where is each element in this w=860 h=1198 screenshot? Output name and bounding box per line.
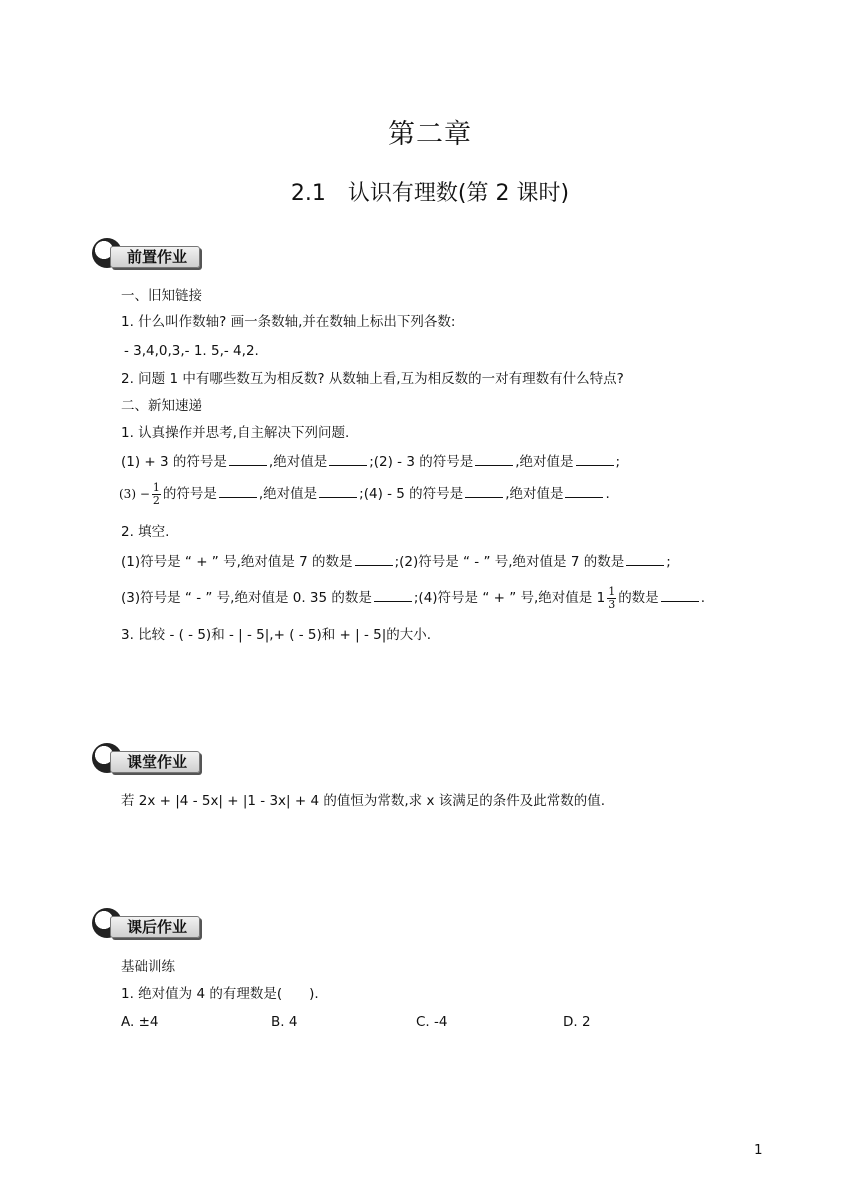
blank xyxy=(319,484,357,498)
pre-homework-banner xyxy=(92,238,212,268)
fill-row-2-text-4: ,绝对值是 xyxy=(505,486,564,502)
blank xyxy=(229,452,267,466)
fill-row-2 xyxy=(119,479,610,509)
option-b: B. 4 xyxy=(271,1014,298,1030)
option-c: C. -4 xyxy=(416,1014,448,1030)
fill-row-4-text-3: 的数是 xyxy=(618,590,659,606)
fill-row-2-text-5: . xyxy=(605,486,610,502)
fill-row-1-text-4: ,绝对值是 xyxy=(515,454,574,470)
fill-row-3 xyxy=(121,552,671,571)
fill-row-4 xyxy=(121,583,705,613)
page-number: 1 xyxy=(754,1142,763,1158)
fill-row-3-text-3: ; xyxy=(666,554,671,570)
blank xyxy=(219,484,257,498)
classwork-banner xyxy=(92,743,212,773)
part1-heading: 一、旧知链接 xyxy=(121,288,202,304)
fraction-one-third xyxy=(607,586,616,611)
blank xyxy=(374,588,412,602)
fraction-one-half xyxy=(152,482,161,507)
homework-question-1: 1. 绝对值为 4 的有理数是( ). xyxy=(121,986,319,1002)
blank xyxy=(355,552,393,566)
blank xyxy=(626,552,664,566)
blank xyxy=(565,484,603,498)
question-5: 3. 比较 - ( - 5)和 - | - 5|,+ ( - 5)和 + | - 5|的大小. xyxy=(121,627,432,643)
fraction-denominator: 2 xyxy=(152,493,160,507)
fill-row-3-text-1: (1)符号是 “ + ” 号,绝对值是 7 的数是 xyxy=(121,554,353,570)
fraction-numerator: 1 xyxy=(152,480,160,494)
question-2: 2. 问题 1 中有哪些数互为相反数? 从数轴上看,互为相反数的一对有理数有什么特点? xyxy=(121,371,624,387)
part2-heading: 二、新知速递 xyxy=(121,398,202,414)
fill-row-2-text-2: ,绝对值是 xyxy=(258,486,318,502)
fraction-denominator: 3 xyxy=(608,597,616,611)
fill-row-2-text-1: 的符号是 xyxy=(162,486,217,502)
basic-training-heading: 基础训练 xyxy=(121,959,175,975)
pre-homework-banner-label: 前置作业 xyxy=(110,246,200,268)
fill-row-1-text-1: (1) + 3 的符号是 xyxy=(121,454,227,470)
fill-row-1-text-5: ; xyxy=(615,454,621,470)
section-title: 2.1 认识有理数(第 2 课时) xyxy=(290,181,570,206)
blank xyxy=(475,452,513,466)
fill-row-2-prefix: (3) − xyxy=(119,487,150,501)
classwork-banner-label: 课堂作业 xyxy=(110,751,200,773)
blank xyxy=(576,452,614,466)
question-4: 2. 填空. xyxy=(121,524,170,540)
fill-row-1 xyxy=(121,452,620,471)
fill-row-4-text-4: . xyxy=(700,590,705,606)
classwork-question: 若 2x + |4 - 5x| + |1 - 3x| + 4 的值恒为常数,求 x 该满足的条件及此常数的值. xyxy=(121,793,606,809)
question-1-numbers: - 3,4,0,3,- 1. 5,- 4,2. xyxy=(124,343,259,359)
fill-row-4-text-1: (3)符号是 “ - ” 号,绝对值是 0. 35 的数是 xyxy=(121,590,372,606)
blank xyxy=(465,484,503,498)
blank xyxy=(661,588,699,602)
fraction-numerator: 1 xyxy=(608,584,616,598)
option-a: A. ±4 xyxy=(121,1014,159,1030)
fill-row-1-text-2: ,绝对值是 xyxy=(268,454,328,470)
after-class-banner xyxy=(92,908,212,938)
question-3: 1. 认真操作并思考,自主解决下列问题. xyxy=(121,425,350,441)
fill-row-3-text-2: ;(2)符号是 “ - ” 号,绝对值是 7 的数是 xyxy=(394,554,625,570)
fill-row-2-text-3: ;(4) - 5 的符号是 xyxy=(359,486,464,502)
fill-row-4-text-2: ;(4)符号是 “ + ” 号,绝对值是 1 xyxy=(413,590,606,606)
after-class-banner-label: 课后作业 xyxy=(110,916,200,938)
question-1: 1. 什么叫作数轴? 画一条数轴,并在数轴上标出下列各数: xyxy=(121,314,456,330)
option-d: D. 2 xyxy=(563,1014,591,1030)
fill-row-1-text-3: ;(2) - 3 的符号是 xyxy=(369,454,474,470)
blank xyxy=(329,452,367,466)
chapter-title: 第二章 xyxy=(388,119,472,150)
